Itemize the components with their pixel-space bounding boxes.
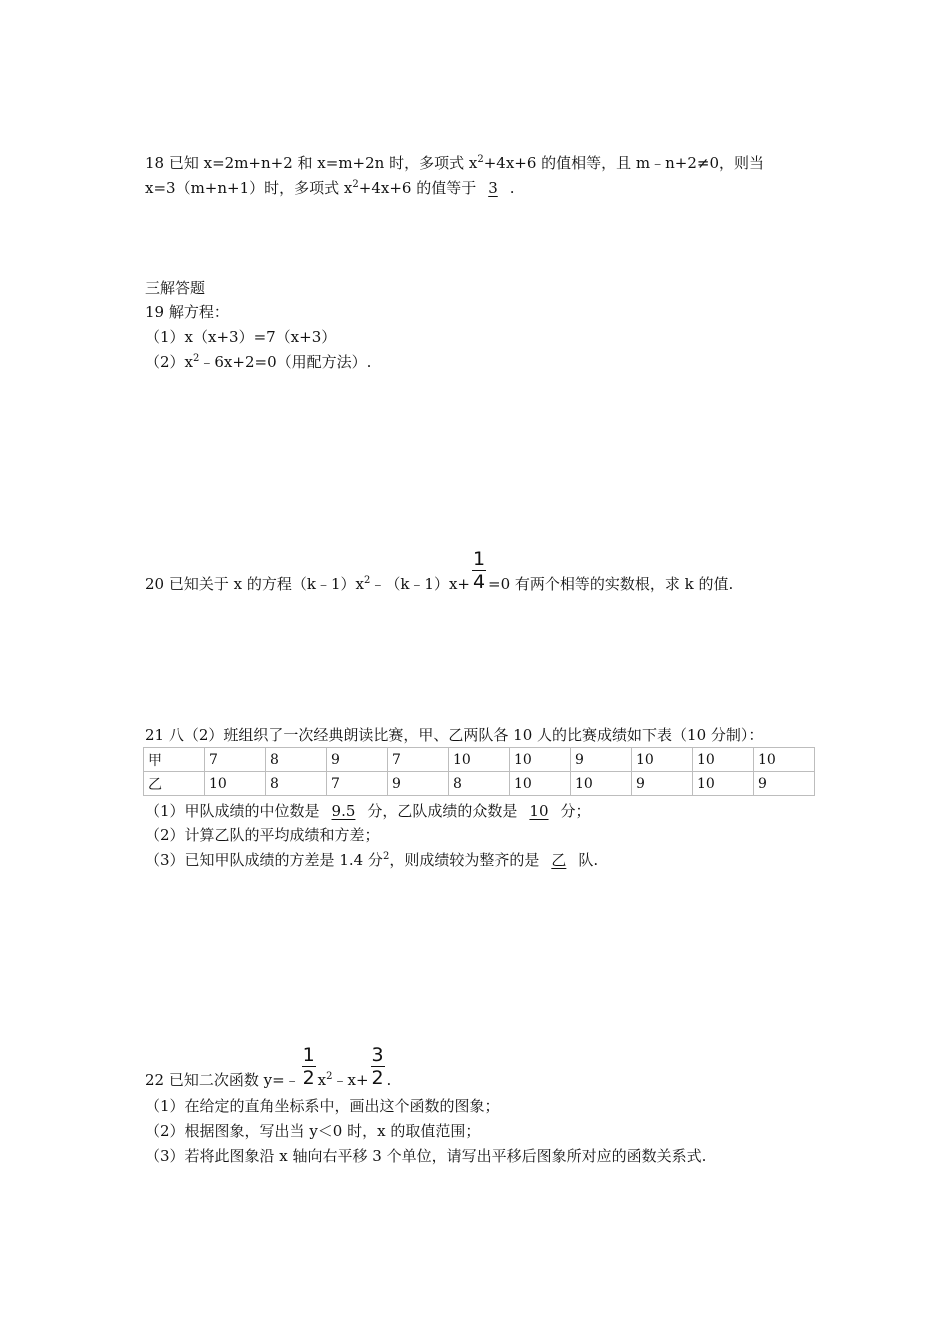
q20-text: ﹣（k﹣1）x+ [370,575,470,593]
table-cell: 8 [266,748,327,772]
table-cell: 9 [327,748,388,772]
table-cell: 10 [449,748,510,772]
fraction-denominator: 2 [302,1067,315,1089]
table-cell: 7 [388,748,449,772]
fraction-numerator: 3 [371,1044,384,1066]
exponent: 2 [193,353,200,364]
q19-text: ﹣6x+2=0（用配方法）. [199,353,372,371]
exponent: 2 [363,575,371,586]
q18-line-1 [145,152,764,174]
q21-text: 分； [560,802,591,820]
fraction-numerator: 1 [472,548,486,570]
q18-text: x=3（m+n+1）时，多项式 x [145,179,353,197]
fraction-denominator: 4 [472,571,486,593]
q21-answer-median: 9.5 [331,802,356,820]
exponent: 2 [352,179,359,190]
table-cell: 乙 [144,772,205,796]
q18-text: +4x+6 的值相等，且 m﹣n+2≠0，则当 [483,154,765,172]
q21-answer-team: 乙 [551,851,567,869]
q21-text: （1）甲队成绩的中位数是 [145,802,320,820]
q19-text: （2）x [145,353,194,371]
q22-part-2: （2）根据图象，写出当 y＜0 时，x 的取值范围； [145,1122,481,1140]
fraction-one-quarter [471,548,487,595]
table-cell: 9 [754,772,815,796]
q21-text: ，则成绩较为整齐的是 [389,851,540,869]
table-cell: 10 [693,748,754,772]
q18-text: 18 已知 x=2m+n+2 和 x=m+2n 时，多项式 x [145,154,478,172]
table-cell: 9 [571,748,632,772]
exponent: 2 [382,851,390,862]
q21-part-2: （2）计算乙队的平均成绩和方差； [145,826,380,844]
score-table [143,747,815,796]
table-cell: 甲 [144,748,205,772]
q22-text: . [386,1071,392,1089]
q21-answer-mode: 10 [529,802,549,820]
table-cell: 9 [632,772,693,796]
q22-part-3: （3）若将此图象沿 x 轴向右平移 3 个单位，请写出平移后图象所对应的函数关系式. [145,1147,707,1165]
table-cell: 8 [266,772,327,796]
table-cell: 9 [388,772,449,796]
q19-part-2 [145,351,371,373]
table-cell: 10 [632,748,693,772]
table-cell: 10 [693,772,754,796]
q22-line [145,1044,392,1091]
table-cell: 8 [449,772,510,796]
table-cell: 10 [510,772,571,796]
fraction-denominator: 2 [371,1067,384,1089]
q18-text: +4x+6 的值等于 [358,179,477,197]
exponent: 2 [326,1071,333,1082]
q22-text: x [317,1071,327,1089]
q21-text: （3）已知甲队成绩的方差是 1.4 分 [145,851,383,869]
q22-part-1: （1）在给定的直角坐标系中，画出这个函数的图象； [145,1097,500,1115]
q19-title: 19 解方程： [145,303,229,321]
q21-part-3 [145,849,598,871]
fraction-one-half [301,1044,317,1091]
q18-line-2 [145,177,515,199]
table-cell: 7 [327,772,388,796]
q21-text: 队. [578,851,599,869]
q21-intro: 21 八（2）班组织了一次经典朗读比赛，甲、乙两队各 10 人的比赛成绩如下表（10 分制）： [145,726,764,744]
fraction-numerator: 1 [302,1044,315,1066]
table-cell: 10 [510,748,571,772]
q21-text: 分，乙队成绩的众数是 [367,802,518,820]
fraction-three-halves [370,1044,386,1091]
section-title: 三解答题 [145,279,206,297]
q19-part-1: （1）x（x+3）=7（x+3） [145,328,337,346]
table-row-team-a [144,748,815,772]
table-cell: 10 [205,772,266,796]
exponent: 2 [477,154,484,165]
q20-text: 20 已知关于 x 的方程（k﹣1）x [145,575,364,593]
q18-answer: 3 [488,179,498,197]
table-cell: 10 [571,772,632,796]
q22-text: 22 已知二次函数 y=﹣ [145,1071,300,1089]
q18-text: . [509,179,515,197]
q22-text: ﹣x+ [332,1071,369,1089]
q20-line [145,548,734,595]
q20-text: =0 有两个相等的实数根，求 k 的值. [488,575,734,593]
table-cell: 10 [754,748,815,772]
table-row-team-b [144,772,815,796]
q21-part-1 [145,800,591,822]
table-cell: 7 [205,748,266,772]
